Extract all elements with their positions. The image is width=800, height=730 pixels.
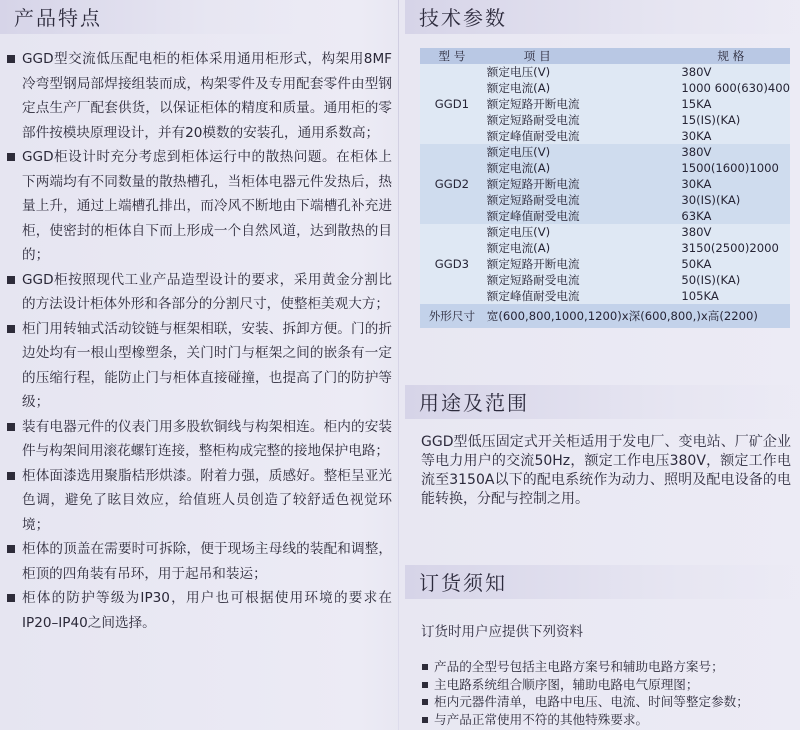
table-row — [420, 144, 790, 160]
feature-item: 装有电器元件的仪表门用多股软铜线与构架相连。柜内的安装件与构架间用滚花螺钉连接，整柜构成完整的接地保护电路； — [6, 415, 392, 464]
spec-cell: 1500(1600)1000 — [677, 160, 790, 176]
item-cell: 额定短路耐受电流 — [484, 112, 678, 128]
item-cell: 额定电流(A) — [484, 160, 678, 176]
order-list — [421, 658, 800, 728]
dimension-label: 外形尺寸 — [420, 304, 484, 328]
spec-cell: 380V — [677, 224, 790, 240]
order-item: 与产品正常使用不符的其他特殊要求。 — [421, 711, 800, 729]
usage-text: GGD型低压固定式开关柜适用于发电厂、变电站、厂矿企业等电力用户的交流50Hz，额定工作电压380V，额定工作电流至3150A以下的配电系统作为动力、照明及配电设备的电能转换，分配与控制之用。 — [421, 434, 791, 507]
features-list — [6, 47, 392, 635]
item-cell: 额定电压(V) — [484, 64, 678, 80]
model-cell: GGD1 — [420, 64, 484, 144]
spec-cell: 50(IS)(KA) — [677, 272, 790, 288]
item-cell: 额定电流(A) — [484, 240, 678, 256]
spec-cell: 380V — [677, 64, 790, 80]
spec-cell: 30KA — [677, 128, 790, 144]
dimension-row — [420, 304, 790, 328]
header-spec: 规 格 — [677, 48, 790, 64]
table-row — [420, 64, 790, 80]
spec-table-header — [420, 48, 790, 64]
model-cell: GGD2 — [420, 144, 484, 224]
item-cell: 额定电压(V) — [484, 144, 678, 160]
tech-title: 技术参数 — [419, 6, 507, 30]
tech-header — [405, 0, 800, 34]
spec-table — [420, 48, 790, 328]
header-item: 项 目 — [484, 48, 678, 64]
dimension-value: 宽(600,800,1000,1200)x深(600,800,)x高(2200) — [484, 304, 790, 328]
item-cell: 额定短路开断电流 — [484, 96, 678, 112]
item-cell: 额定峰值耐受电流 — [484, 128, 678, 144]
spec-cell: 15KA — [677, 96, 790, 112]
item-cell: 额定短路开断电流 — [484, 256, 678, 272]
spec-cell: 1000 600(630)400 — [677, 80, 790, 96]
usage-title: 用途及范围 — [419, 391, 529, 415]
item-cell: 额定短路开断电流 — [484, 176, 678, 192]
feature-item: 柜门用转轴式活动铰链与框架相联，安装、拆卸方便。门的折边处均有一根山型橡塑条，关门时门与框架之间的嵌条有一定的压缩行程，能防止门与柜体直接碰撞，也提高了门的防护等级； — [6, 317, 392, 415]
feature-item: 柜体的防护等级为IP30，用户也可根据使用环境的要求在IP20–IP40之间选择。 — [6, 586, 392, 635]
features-header — [0, 0, 300, 34]
feature-item: GGD型交流低压配电柜的柜体采用通用柜形式，构架用8MF冷弯型钢局部焊接组装而成，构架零件及专用配套零件由型钢定点生产厂配套供货，以保证柜体的精度和质量。通用柜的零部件按模块原理设计，并有20模数的安装孔，通用系数高； — [6, 47, 392, 145]
item-cell: 额定短路耐受电流 — [484, 272, 678, 288]
spec-cell: 30KA — [677, 176, 790, 192]
feature-item: 柜体的顶盖在需要时可拆除，便于现场主母线的装配和调整，柜顶的四角装有吊环，用于起吊和装运； — [6, 537, 392, 586]
item-cell: 额定电压(V) — [484, 224, 678, 240]
spec-cell: 380V — [677, 144, 790, 160]
spec-cell: 105KA — [677, 288, 790, 304]
order-title: 订货须知 — [419, 571, 507, 595]
feature-item: 柜体面漆选用聚脂桔形烘漆。附着力强，质感好。整柜呈亚光色调，避免了眩目效应，给值班人员创造了较舒适色视觉环境； — [6, 464, 392, 538]
spec-cell: 15(IS)(KA) — [677, 112, 790, 128]
item-cell: 额定峰值耐受电流 — [484, 208, 678, 224]
table-row — [420, 224, 790, 240]
column-divider — [398, 0, 399, 730]
item-cell: 额定峰值耐受电流 — [484, 288, 678, 304]
features-title: 产品特点 — [14, 6, 102, 30]
item-cell: 额定短路耐受电流 — [484, 192, 678, 208]
item-cell: 额定电流(A) — [484, 80, 678, 96]
header-model: 型 号 — [420, 48, 484, 64]
order-intro: 订货时用户应提供下列资料 — [421, 624, 583, 640]
order-item: 主电路系统组合顺序图，辅助电路电气原理图； — [421, 676, 800, 694]
model-cell: GGD3 — [420, 224, 484, 304]
order-header — [405, 565, 800, 599]
spec-cell: 50KA — [677, 256, 790, 272]
usage-header — [405, 385, 800, 419]
spec-cell: 30(IS)(KA) — [677, 192, 790, 208]
spec-cell: 63KA — [677, 208, 790, 224]
feature-item: GGD柜按照现代工业产品造型设计的要求，采用黄金分割比的方法设计柜体外形和各部分的分割尺寸，使整柜美观大方； — [6, 268, 392, 317]
order-item: 柜内元器件清单，电路中电压、电流、时间等整定参数； — [421, 693, 800, 711]
feature-item: GGD柜设计时充分考虑到柜体运行中的散热问题。在柜体上下两端均有不同数量的散热槽孔，当柜体电器元件发热后，热量上升，通过上端槽孔排出，而冷风不断地由下端槽孔补充进柜，使密封的柜体自下而上形成一个自然风道，达到散热的目的； — [6, 145, 392, 268]
spec-cell: 3150(2500)2000 — [677, 240, 790, 256]
order-item: 产品的全型号包括主电路方案号和辅助电路方案号； — [421, 658, 800, 676]
